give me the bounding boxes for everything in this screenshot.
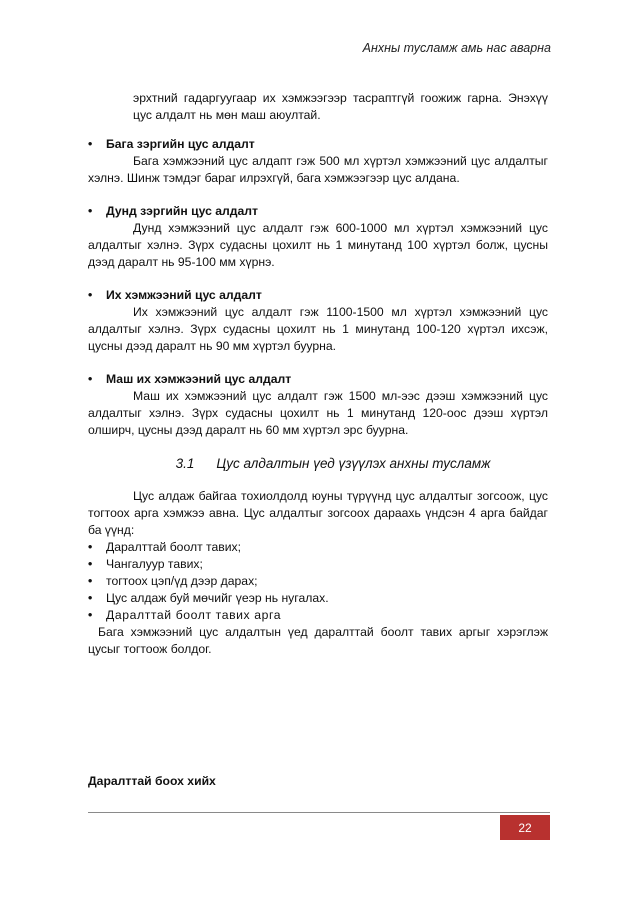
bullet-icon: • xyxy=(88,591,93,605)
body-paragraph: Цус алдаж байгаа тохиолдолд юуны түрүүнд цус алдалтыг зогсоож, цус тогтоох арга хэмжээ авна. Цус алдалтыг зогсоох дараахь үндсэн 4 арга байдаг ба үүнд: xyxy=(88,489,548,537)
list-item: • Чангалуур тавих; xyxy=(88,557,203,571)
section-paragraph: Их хэмжээний цус алдалт гэж 1100-1500 мл хүртэл хэмжээний цус алдалтыг хэлнэ. Зүрх судасны цохилт нь 1 минутанд 100-120 хүртэл ихсэж, цусны дээд даралт нь 90 мм хүртэл буурна. xyxy=(88,305,548,353)
section-paragraph: Маш их хэмжээний цус алдалт гэж 1500 мл-ээс дээш хэмжээний цус алдалтыг хэлнэ. Зүрх судасны цохилт нь 1 минутанд 120-оос дээш хүртэл олширч, цусны дээд даралт нь 60 мм хүртэл эрс буурна. xyxy=(88,389,548,437)
section-heading-text: Их хэмжээний цус алдалт xyxy=(106,288,262,302)
section-heading xyxy=(88,287,548,304)
methods-list xyxy=(88,539,548,624)
running-header: Анхны тусламж амь нас аварна xyxy=(362,41,551,55)
bullet-icon: • xyxy=(88,372,93,386)
list-item: • Цус алдаж буй мөчийг үеэр нь нугалах. xyxy=(88,591,329,605)
bullet-icon: • xyxy=(88,204,93,218)
intro-paragraph: эрхтний гадаргуугаар их хэмжээгээр тасраптгүй гоожиж гарна. Энэхүү цус алдалт нь мөн маш аюултай. xyxy=(133,91,548,122)
section-paragraph: Дунд хэмжээний цус алдалт гэж 600-1000 мл хүртэл хэмжээний цус алдалтыг хэлнэ. Зүрх судасны цохилт нь 1 минутанд 100 хүртэл болж, цусны дээд даралт нь 95-100 мм хүрнэ. xyxy=(88,221,548,269)
list-item xyxy=(88,607,548,624)
subsection-number: 3.1 xyxy=(175,456,195,471)
section-heading-text: Маш их хэмжээний цус алдалт xyxy=(106,372,292,386)
bullet-icon: • xyxy=(88,574,93,588)
bullet-icon: • xyxy=(88,540,93,554)
footer-divider xyxy=(88,812,550,813)
bullet-icon: • xyxy=(88,137,93,151)
list-item: • Даралттай боолт тавих; xyxy=(88,540,242,554)
section-heading-text: Бага зэргийн цус алдалт xyxy=(106,137,255,151)
bullet-icon: • xyxy=(88,557,93,571)
page-content xyxy=(88,90,548,658)
subsection-title xyxy=(88,455,548,472)
subsection-title-text: Цус алдалтын үед үзүүлэх анхны тусламж xyxy=(216,456,491,471)
bullet-icon: • xyxy=(88,288,93,302)
method-paragraph: Бага хэмжээний цус алдалтын үед даралттай боолт тавих аргыг хэрэглэж цусыг тогтоож болдог. xyxy=(88,625,548,656)
next-section-heading: Даралттай боох хийх xyxy=(88,774,216,788)
method-heading: Даралттай боолт тавих арга xyxy=(106,608,282,622)
page-number: 22 xyxy=(500,815,550,840)
section-heading xyxy=(88,203,548,220)
bullet-icon: • xyxy=(88,608,93,622)
section-paragraph: Бага хэмжээний цус алдапт гэж 500 мл хүртэл хэмжээний цус алдалтыг хэлнэ. Шинж тэмдэг бараг илрэхгүй, бага хэмжээгээр цус алдана. xyxy=(88,154,548,185)
section-heading-text: Дунд зэргийн цус алдалт xyxy=(106,204,259,218)
section-heading xyxy=(88,136,548,153)
list-item: • тогтоох цэп/үд дээр дарах; xyxy=(88,574,258,588)
section-heading xyxy=(88,371,548,388)
